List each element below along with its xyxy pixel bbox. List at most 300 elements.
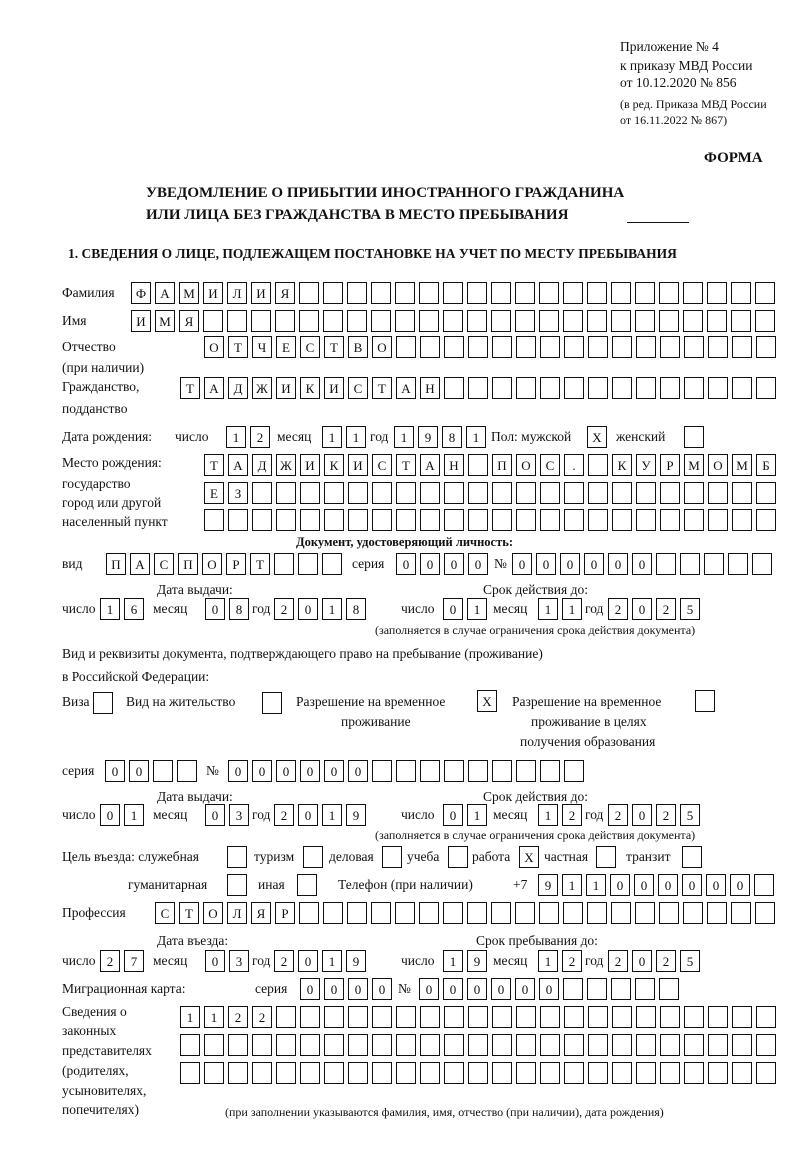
char-cell[interactable]: С: [154, 553, 174, 575]
char-cell[interactable]: Л: [227, 282, 247, 304]
char-cell[interactable]: [203, 310, 223, 332]
char-cell[interactable]: [756, 509, 776, 531]
char-cell[interactable]: 2: [562, 804, 582, 826]
char-cell[interactable]: [323, 282, 343, 304]
char-cell[interactable]: 0: [444, 553, 464, 575]
char-cell[interactable]: 0: [205, 804, 225, 826]
char-cell[interactable]: [516, 1006, 536, 1028]
char-cell[interactable]: [324, 509, 344, 531]
char-cell[interactable]: 1: [466, 426, 486, 448]
char-cell[interactable]: 0: [372, 978, 392, 1000]
char-cell[interactable]: [563, 902, 583, 924]
purpose-humanitarian-checkbox[interactable]: [227, 874, 247, 896]
char-cell[interactable]: [396, 760, 416, 782]
char-cell[interactable]: У: [636, 454, 656, 476]
char-cell[interactable]: [660, 482, 680, 504]
char-cell[interactable]: 2: [656, 598, 676, 620]
char-cell[interactable]: З: [228, 482, 248, 504]
id-valid-month-boxes[interactable]: [538, 598, 582, 620]
char-cell[interactable]: [252, 1062, 272, 1084]
char-cell[interactable]: [707, 282, 727, 304]
char-cell[interactable]: [588, 509, 608, 531]
char-cell[interactable]: [588, 1034, 608, 1056]
char-cell[interactable]: [153, 760, 173, 782]
char-cell[interactable]: [540, 1062, 560, 1084]
char-cell[interactable]: [419, 310, 439, 332]
char-cell[interactable]: [636, 509, 656, 531]
stay-issue-day-boxes[interactable]: [100, 804, 144, 826]
id-issue-day-boxes[interactable]: [100, 598, 144, 620]
char-cell[interactable]: [563, 282, 583, 304]
char-cell[interactable]: Н: [444, 454, 464, 476]
char-cell[interactable]: [251, 310, 271, 332]
char-cell[interactable]: [275, 310, 295, 332]
char-cell[interactable]: И: [131, 310, 151, 332]
char-cell[interactable]: [492, 336, 512, 358]
char-cell[interactable]: [636, 1062, 656, 1084]
char-cell[interactable]: [682, 846, 702, 868]
char-cell[interactable]: [515, 902, 535, 924]
char-cell[interactable]: [444, 1034, 464, 1056]
stay-issue-month-boxes[interactable]: [205, 804, 249, 826]
char-cell[interactable]: [180, 1034, 200, 1056]
char-cell[interactable]: 0: [300, 760, 320, 782]
char-cell[interactable]: [300, 1006, 320, 1028]
char-cell[interactable]: [588, 377, 608, 399]
char-cell[interactable]: И: [251, 282, 271, 304]
char-cell[interactable]: Ж: [276, 454, 296, 476]
char-cell[interactable]: 2: [228, 1006, 248, 1028]
char-cell[interactable]: [371, 310, 391, 332]
char-cell[interactable]: 1: [562, 598, 582, 620]
char-cell[interactable]: [731, 310, 751, 332]
char-cell[interactable]: 1: [322, 804, 342, 826]
char-cell[interactable]: [444, 377, 464, 399]
char-cell[interactable]: [227, 310, 247, 332]
purpose-business-checkbox[interactable]: [382, 846, 402, 868]
char-cell[interactable]: В: [348, 336, 368, 358]
char-cell[interactable]: 1: [226, 426, 246, 448]
char-cell[interactable]: [420, 509, 440, 531]
id-series-boxes[interactable]: [396, 553, 488, 575]
char-cell[interactable]: 0: [610, 874, 630, 896]
char-cell[interactable]: [564, 1034, 584, 1056]
mc-series-boxes[interactable]: [300, 978, 392, 1000]
char-cell[interactable]: [612, 509, 632, 531]
birth-month-boxes[interactable]: [322, 426, 366, 448]
char-cell[interactable]: 2: [656, 804, 676, 826]
char-cell[interactable]: [420, 1062, 440, 1084]
char-cell[interactable]: [419, 282, 439, 304]
char-cell[interactable]: 0: [536, 553, 556, 575]
char-cell[interactable]: Т: [179, 902, 199, 924]
char-cell[interactable]: 2: [656, 950, 676, 972]
char-cell[interactable]: 6: [124, 598, 144, 620]
char-cell[interactable]: [564, 1006, 584, 1028]
char-cell[interactable]: [276, 509, 296, 531]
char-cell[interactable]: [732, 1062, 752, 1084]
char-cell[interactable]: [611, 310, 631, 332]
char-cell[interactable]: [756, 377, 776, 399]
char-cell[interactable]: 1: [394, 426, 414, 448]
char-cell[interactable]: [684, 482, 704, 504]
char-cell[interactable]: 0: [632, 598, 652, 620]
char-cell[interactable]: [372, 1006, 392, 1028]
char-cell[interactable]: [323, 310, 343, 332]
residence-checkbox[interactable]: [262, 692, 282, 714]
rep-boxes-2[interactable]: [180, 1034, 776, 1056]
char-cell[interactable]: [755, 282, 775, 304]
char-cell[interactable]: [372, 509, 392, 531]
char-cell[interactable]: [468, 482, 488, 504]
char-cell[interactable]: .: [564, 454, 584, 476]
char-cell[interactable]: О: [202, 553, 222, 575]
char-cell[interactable]: [612, 482, 632, 504]
char-cell[interactable]: 0: [730, 874, 750, 896]
char-cell[interactable]: О: [203, 902, 223, 924]
purpose-tourism-checkbox[interactable]: [303, 846, 323, 868]
char-cell[interactable]: [596, 846, 616, 868]
char-cell[interactable]: [588, 336, 608, 358]
char-cell[interactable]: [755, 310, 775, 332]
char-cell[interactable]: [564, 509, 584, 531]
char-cell[interactable]: 2: [608, 804, 628, 826]
phone-boxes[interactable]: [538, 874, 774, 896]
char-cell[interactable]: [323, 902, 343, 924]
char-cell[interactable]: 2: [608, 950, 628, 972]
char-cell[interactable]: [515, 310, 535, 332]
char-cell[interactable]: [708, 336, 728, 358]
char-cell[interactable]: [636, 336, 656, 358]
char-cell[interactable]: [300, 509, 320, 531]
id-issue-year-boxes[interactable]: [274, 598, 366, 620]
char-cell[interactable]: 9: [538, 874, 558, 896]
char-cell[interactable]: [467, 902, 487, 924]
char-cell[interactable]: А: [155, 282, 175, 304]
char-cell[interactable]: [420, 760, 440, 782]
char-cell[interactable]: 7: [124, 950, 144, 972]
char-cell[interactable]: [492, 377, 512, 399]
char-cell[interactable]: 0: [100, 804, 120, 826]
char-cell[interactable]: [396, 482, 416, 504]
char-cell[interactable]: [684, 1062, 704, 1084]
char-cell[interactable]: [468, 1006, 488, 1028]
char-cell[interactable]: [539, 902, 559, 924]
char-cell[interactable]: [612, 1062, 632, 1084]
char-cell[interactable]: [636, 377, 656, 399]
char-cell[interactable]: [732, 482, 752, 504]
char-cell[interactable]: О: [516, 454, 536, 476]
char-cell[interactable]: [540, 377, 560, 399]
char-cell[interactable]: [443, 902, 463, 924]
char-cell[interactable]: [611, 282, 631, 304]
char-cell[interactable]: Т: [228, 336, 248, 358]
char-cell[interactable]: [660, 1062, 680, 1084]
char-cell[interactable]: [732, 377, 752, 399]
birth-year-boxes[interactable]: [394, 426, 486, 448]
char-cell[interactable]: [635, 310, 655, 332]
char-cell[interactable]: Н: [420, 377, 440, 399]
char-cell[interactable]: [180, 1062, 200, 1084]
char-cell[interactable]: [420, 1034, 440, 1056]
char-cell[interactable]: 0: [443, 598, 463, 620]
char-cell[interactable]: 0: [300, 978, 320, 1000]
char-cell[interactable]: [587, 902, 607, 924]
char-cell[interactable]: [611, 978, 631, 1000]
char-cell[interactable]: 5: [680, 598, 700, 620]
char-cell[interactable]: 3: [229, 804, 249, 826]
char-cell[interactable]: [262, 692, 282, 714]
char-cell[interactable]: [298, 553, 318, 575]
birth-day-boxes[interactable]: [226, 426, 270, 448]
char-cell[interactable]: [324, 1062, 344, 1084]
rep-boxes-3[interactable]: [180, 1062, 776, 1084]
char-cell[interactable]: [372, 1062, 392, 1084]
char-cell[interactable]: [611, 902, 631, 924]
char-cell[interactable]: М: [684, 454, 704, 476]
char-cell[interactable]: 0: [539, 978, 559, 1000]
citizenship-boxes[interactable]: [180, 377, 776, 399]
char-cell[interactable]: [659, 978, 679, 1000]
purpose-official-checkbox[interactable]: [227, 846, 247, 868]
char-cell[interactable]: 2: [274, 804, 294, 826]
char-cell[interactable]: [420, 482, 440, 504]
rep-boxes-1[interactable]: [180, 1006, 776, 1028]
char-cell[interactable]: О: [204, 336, 224, 358]
char-cell[interactable]: 1: [467, 804, 487, 826]
char-cell[interactable]: 1: [467, 598, 487, 620]
char-cell[interactable]: 0: [228, 760, 248, 782]
char-cell[interactable]: 0: [205, 950, 225, 972]
birth-place-boxes-1[interactable]: [204, 454, 776, 476]
char-cell[interactable]: [756, 482, 776, 504]
char-cell[interactable]: П: [178, 553, 198, 575]
char-cell[interactable]: Я: [179, 310, 199, 332]
char-cell[interactable]: [276, 1062, 296, 1084]
visa-checkbox[interactable]: [93, 692, 113, 714]
char-cell[interactable]: Т: [250, 553, 270, 575]
char-cell[interactable]: О: [708, 454, 728, 476]
char-cell[interactable]: [660, 1006, 680, 1028]
char-cell[interactable]: 0: [634, 874, 654, 896]
char-cell[interactable]: [564, 482, 584, 504]
char-cell[interactable]: X: [587, 426, 607, 448]
char-cell[interactable]: [660, 509, 680, 531]
char-cell[interactable]: [419, 902, 439, 924]
char-cell[interactable]: 2: [250, 426, 270, 448]
char-cell[interactable]: [563, 310, 583, 332]
char-cell[interactable]: [227, 874, 247, 896]
char-cell[interactable]: [444, 760, 464, 782]
char-cell[interactable]: [707, 310, 727, 332]
char-cell[interactable]: 0: [682, 874, 702, 896]
char-cell[interactable]: Л: [227, 902, 247, 924]
char-cell[interactable]: X: [477, 690, 497, 712]
char-cell[interactable]: [300, 1034, 320, 1056]
char-cell[interactable]: [276, 1034, 296, 1056]
char-cell[interactable]: [299, 310, 319, 332]
temp-edu-checkbox[interactable]: [695, 690, 715, 712]
char-cell[interactable]: [588, 454, 608, 476]
char-cell[interactable]: [732, 1006, 752, 1028]
char-cell[interactable]: 1: [322, 426, 342, 448]
char-cell[interactable]: К: [300, 377, 320, 399]
char-cell[interactable]: [707, 902, 727, 924]
char-cell[interactable]: 0: [205, 598, 225, 620]
surname-boxes[interactable]: [131, 282, 775, 304]
char-cell[interactable]: [467, 282, 487, 304]
char-cell[interactable]: 0: [396, 553, 416, 575]
char-cell[interactable]: [467, 310, 487, 332]
char-cell[interactable]: [587, 282, 607, 304]
char-cell[interactable]: 2: [252, 1006, 272, 1028]
stay-number-boxes[interactable]: [228, 760, 584, 782]
entry-day-boxes[interactable]: [100, 950, 144, 972]
char-cell[interactable]: 0: [515, 978, 535, 1000]
char-cell[interactable]: [708, 509, 728, 531]
char-cell[interactable]: [347, 902, 367, 924]
char-cell[interactable]: Я: [251, 902, 271, 924]
char-cell[interactable]: 8: [442, 426, 462, 448]
char-cell[interactable]: 1: [204, 1006, 224, 1028]
stay-valid-month-boxes[interactable]: [538, 804, 582, 826]
char-cell[interactable]: Т: [324, 336, 344, 358]
char-cell[interactable]: А: [420, 454, 440, 476]
stay-issue-year-boxes[interactable]: [274, 804, 366, 826]
purpose-study-checkbox[interactable]: [448, 846, 468, 868]
char-cell[interactable]: [732, 336, 752, 358]
char-cell[interactable]: [563, 978, 583, 1000]
char-cell[interactable]: [659, 282, 679, 304]
stay-year-boxes[interactable]: [608, 950, 700, 972]
char-cell[interactable]: [228, 1062, 248, 1084]
char-cell[interactable]: [708, 482, 728, 504]
char-cell[interactable]: [516, 760, 536, 782]
char-cell[interactable]: 9: [467, 950, 487, 972]
char-cell[interactable]: [731, 902, 751, 924]
char-cell[interactable]: И: [300, 454, 320, 476]
char-cell[interactable]: [612, 336, 632, 358]
char-cell[interactable]: [468, 509, 488, 531]
female-checkbox[interactable]: [684, 426, 704, 448]
char-cell[interactable]: Р: [275, 902, 295, 924]
char-cell[interactable]: 8: [346, 598, 366, 620]
char-cell[interactable]: С: [155, 902, 175, 924]
char-cell[interactable]: 9: [346, 804, 366, 826]
char-cell[interactable]: [274, 553, 294, 575]
char-cell[interactable]: [708, 1062, 728, 1084]
char-cell[interactable]: 1: [562, 874, 582, 896]
char-cell[interactable]: 0: [468, 553, 488, 575]
char-cell[interactable]: 0: [584, 553, 604, 575]
char-cell[interactable]: [564, 336, 584, 358]
mc-number-boxes[interactable]: [419, 978, 679, 1000]
char-cell[interactable]: [660, 1034, 680, 1056]
char-cell[interactable]: [684, 1006, 704, 1028]
char-cell[interactable]: А: [130, 553, 150, 575]
char-cell[interactable]: [708, 377, 728, 399]
char-cell[interactable]: [444, 1062, 464, 1084]
char-cell[interactable]: [395, 310, 415, 332]
char-cell[interactable]: [752, 553, 772, 575]
char-cell[interactable]: [303, 846, 323, 868]
char-cell[interactable]: [348, 482, 368, 504]
char-cell[interactable]: А: [204, 377, 224, 399]
char-cell[interactable]: [683, 282, 703, 304]
char-cell[interactable]: 5: [680, 804, 700, 826]
char-cell[interactable]: [468, 760, 488, 782]
id-number-boxes[interactable]: [512, 553, 772, 575]
char-cell[interactable]: [684, 336, 704, 358]
char-cell[interactable]: [444, 509, 464, 531]
char-cell[interactable]: [492, 482, 512, 504]
char-cell[interactable]: [227, 846, 247, 868]
char-cell[interactable]: [444, 1006, 464, 1028]
char-cell[interactable]: 0: [706, 874, 726, 896]
char-cell[interactable]: 0: [491, 978, 511, 1000]
char-cell[interactable]: 0: [298, 804, 318, 826]
char-cell[interactable]: [539, 282, 559, 304]
name-boxes[interactable]: [131, 310, 775, 332]
char-cell[interactable]: [322, 553, 342, 575]
char-cell[interactable]: [660, 377, 680, 399]
char-cell[interactable]: [612, 377, 632, 399]
char-cell[interactable]: [683, 902, 703, 924]
char-cell[interactable]: [492, 509, 512, 531]
char-cell[interactable]: 0: [420, 553, 440, 575]
char-cell[interactable]: [371, 282, 391, 304]
char-cell[interactable]: [732, 509, 752, 531]
char-cell[interactable]: [396, 1006, 416, 1028]
patronymic-boxes[interactable]: [204, 336, 776, 358]
char-cell[interactable]: [659, 310, 679, 332]
char-cell[interactable]: [756, 336, 776, 358]
char-cell[interactable]: [612, 1006, 632, 1028]
char-cell[interactable]: 8: [229, 598, 249, 620]
char-cell[interactable]: [660, 336, 680, 358]
birth-place-boxes-2[interactable]: [204, 482, 776, 504]
char-cell[interactable]: [324, 482, 344, 504]
char-cell[interactable]: [540, 1006, 560, 1028]
char-cell[interactable]: [395, 282, 415, 304]
purpose-transit-checkbox[interactable]: [682, 846, 702, 868]
char-cell[interactable]: [297, 874, 317, 896]
char-cell[interactable]: 2: [562, 950, 582, 972]
char-cell[interactable]: 1: [180, 1006, 200, 1028]
char-cell[interactable]: [540, 1034, 560, 1056]
char-cell[interactable]: И: [324, 377, 344, 399]
char-cell[interactable]: 0: [348, 760, 368, 782]
char-cell[interactable]: [755, 902, 775, 924]
char-cell[interactable]: 0: [467, 978, 487, 1000]
char-cell[interactable]: [636, 482, 656, 504]
char-cell[interactable]: [491, 902, 511, 924]
char-cell[interactable]: [588, 1006, 608, 1028]
char-cell[interactable]: К: [324, 454, 344, 476]
char-cell[interactable]: 2: [274, 950, 294, 972]
char-cell[interactable]: 1: [538, 950, 558, 972]
char-cell[interactable]: [540, 760, 560, 782]
char-cell[interactable]: 1: [538, 804, 558, 826]
char-cell[interactable]: И: [348, 454, 368, 476]
char-cell[interactable]: 0: [298, 950, 318, 972]
profession-boxes[interactable]: [155, 902, 775, 924]
char-cell[interactable]: 1: [538, 598, 558, 620]
char-cell[interactable]: 2: [274, 598, 294, 620]
char-cell[interactable]: [756, 1006, 776, 1028]
char-cell[interactable]: Т: [180, 377, 200, 399]
char-cell[interactable]: 3: [229, 950, 249, 972]
